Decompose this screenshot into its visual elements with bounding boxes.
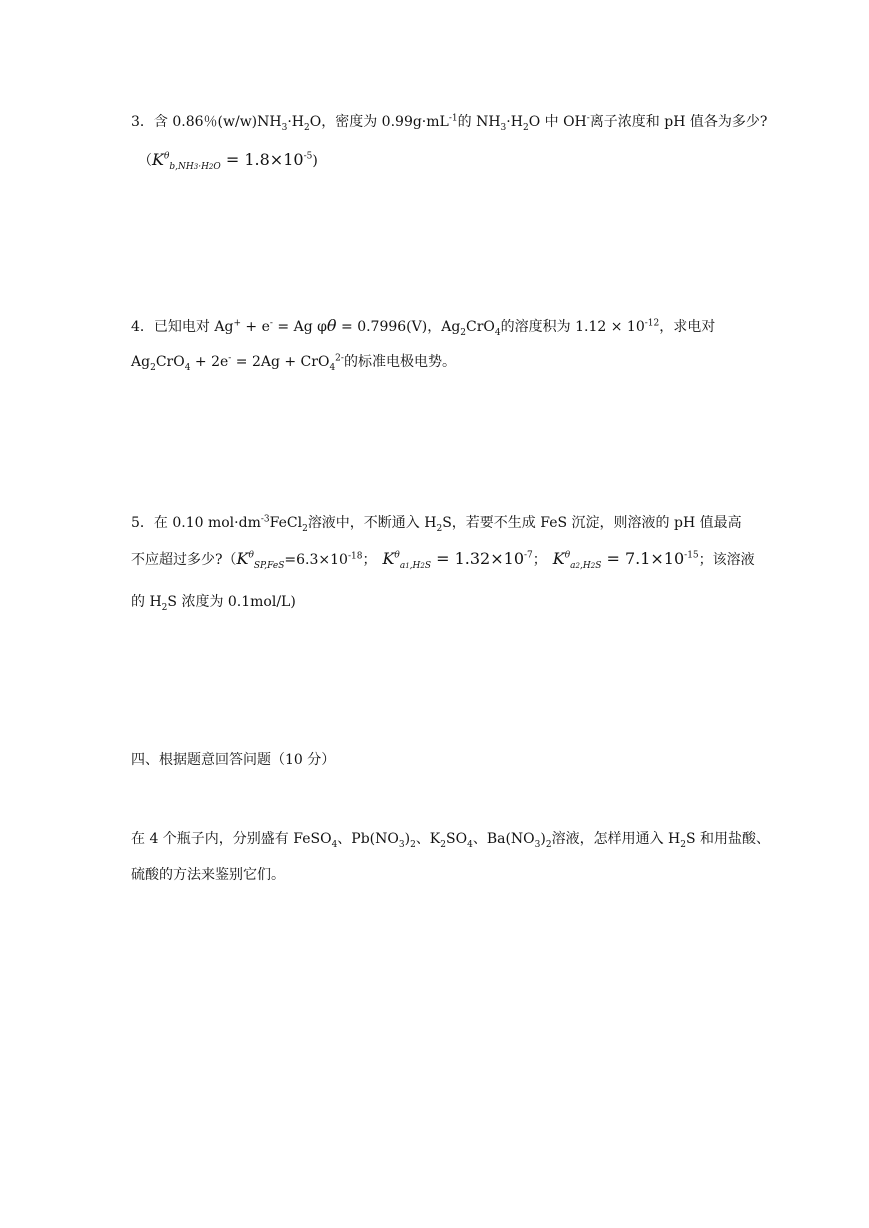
- question-5-line-2: 不应超过多少$?(K^\theta_{SP,FeS}=6.3\times 10^{-18}$； $K^\theta_{a1,H2S} = 1.32\times 10^{-7}$； $K^\theta_{a2,H2S} = 7.1\times 10^{-15}$；该溶液: [131, 549, 755, 572]
- section-4-paragraph-line-1: 在 4 个瓶子内，分别盛有 FeSO$_4$、$Pb(NO_3)_2$、$K_2SO_4$、$Ba(NO_3)_2$溶液，怎样用通入 $H_2S$ 和用盐酸、: [131, 831, 771, 850]
- theta-symbol: θ: [326, 316, 337, 335]
- ksp-formula: $K^\theta_{SP,FeS}$: [236, 549, 285, 572]
- question-4-line-1: 4．已知电对 Ag+ + e- = Ag φθ = 0.7996(V)，$Ag_2CrO_4$的溶度积为 $1.12 \times 10^{-12}$，求电对: [131, 316, 716, 338]
- question-4-line-2: $Ag_2CrO_4 + 2e^- = 2Ag + CrO_4^{2-}$的标准电极电势。: [131, 353, 456, 373]
- ka1-formula: $K^\theta_{a1,H2S} = 1.32\times 10^{-7}$: [382, 549, 533, 572]
- question-3-line-1: 3．含 0.86％$(w/w)NH_3\cdot H_2O$，密度为 $0.99g\cdot mL^{-1}$的 $NH_3\cdot H_2O$ 中 OH-离子浓度和 pH 值各为多少?: [131, 113, 768, 133]
- ka2-formula: $K^\theta_{a2,H2S} = 7.1\times 10^{-15}$: [552, 549, 699, 572]
- section-4-heading: 四、根据题意回答问题（10 分）: [131, 752, 336, 768]
- question-5-line-1: 5．在 0.10 $mol\cdot dm^{-3}FeCl_2$溶液中，不断通入 $H_2S$，若要不生成 FeS 沉淀，则溶液的 pH 值最高: [131, 514, 742, 534]
- question-3-constant: $(K^\theta_{b,NH3\cdot H2O} = 1.8\times 10^{-5})$: [138, 150, 318, 173]
- kb-formula: $K^\theta_{b,NH3\cdot H2O} = 1.8\times 10^{-5}$: [152, 150, 313, 173]
- question-5-line-3: 的 $H_2S$ 浓度为 0.1mol/L): [131, 594, 296, 613]
- section-4-paragraph-line-2: 硫酸的方法来鉴别它们。: [131, 867, 285, 883]
